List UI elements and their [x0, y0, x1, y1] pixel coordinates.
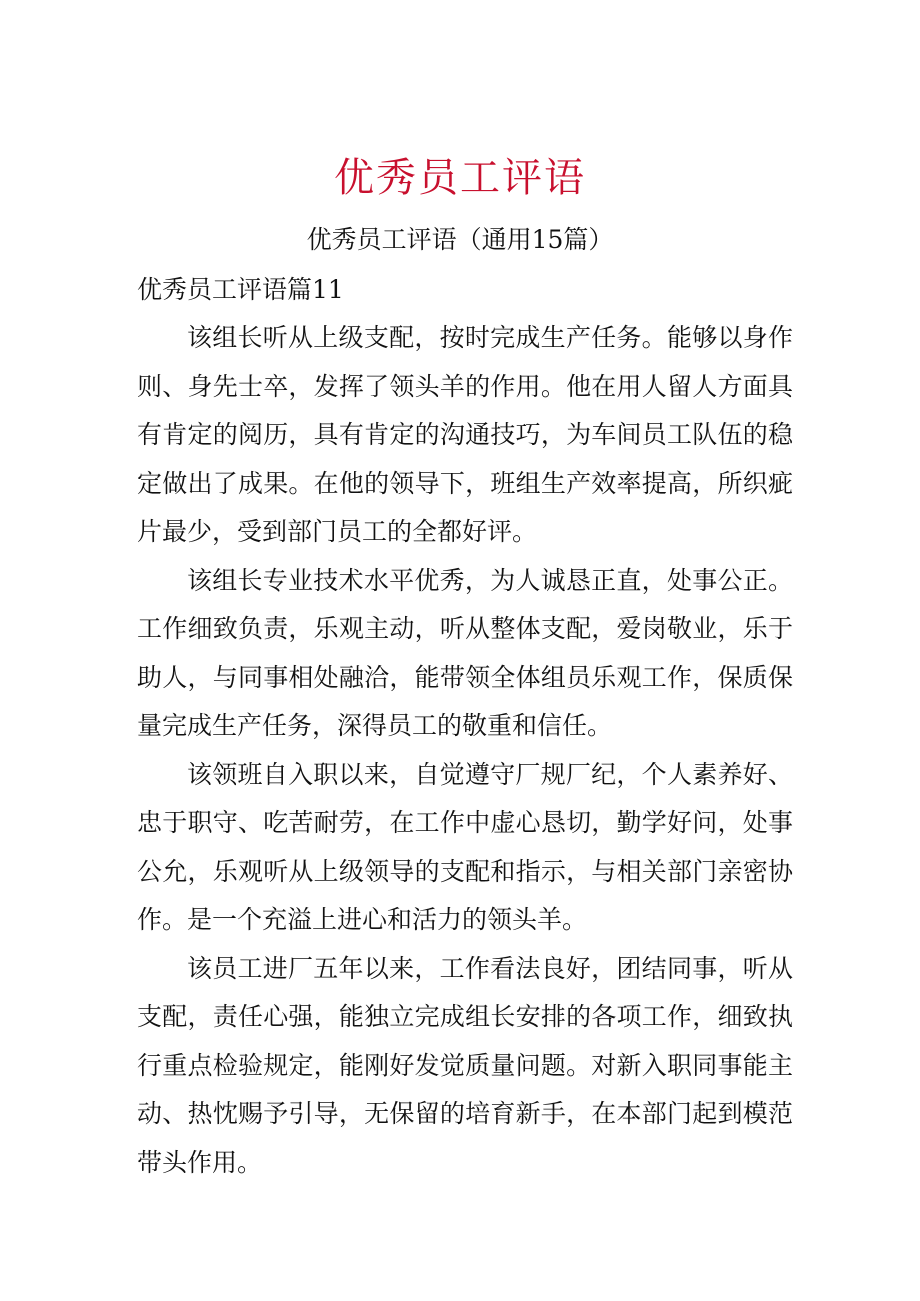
- paragraph: 该员工进厂五年以来，工作看法良好，团结同事，听从支配，责任心强，能独立完成组长安排的各项工作，细致执行重点检验规定，能刚好发觉质量问题。对新入职同事能主动、热忱赐予引导，无保留的培育新手，在本部门起到模范带头作用。: [137, 953, 793, 1177]
- document-title: 优秀员工评语: [334, 155, 586, 201]
- paragraph: 该组长专业技术水平优秀，为人诚恳正直，处事公正。工作细致负责，乐观主动，听从整体支配，爱岗敬业，乐于助人，与同事相处融洽，能带领全体组员乐观工作，保质保量完成生产任务，深得员工的敬重和信任。: [137, 565, 793, 740]
- section-heading: 优秀员工评语篇11: [137, 275, 344, 304]
- paragraph: 该组长听从上级支配，按时完成生产任务。能够以身作则、身先士卒，发挥了领头羊的作用。他在用人留人方面具有肯定的阅历，具有肯定的沟通技巧，为车间员工队伍的稳定做出了成果。在他的领导下，班组生产效率提高，所织疵片最少，受到部门员工的全都好评。: [137, 323, 793, 546]
- paragraph: 该领班自入职以来，自觉遵守厂规厂纪，个人素养好、忠于职守、吃苦耐劳，在工作中虚心恳切，勤学好问，处事公允，乐观听从上级领导的支配和指示，与相关部门亲密协作。是一个充溢上进心和活力的领头羊。: [137, 759, 793, 934]
- body-text: [137, 314, 793, 1187]
- document-subtitle: 优秀员工评语（通用15篇）: [306, 225, 614, 254]
